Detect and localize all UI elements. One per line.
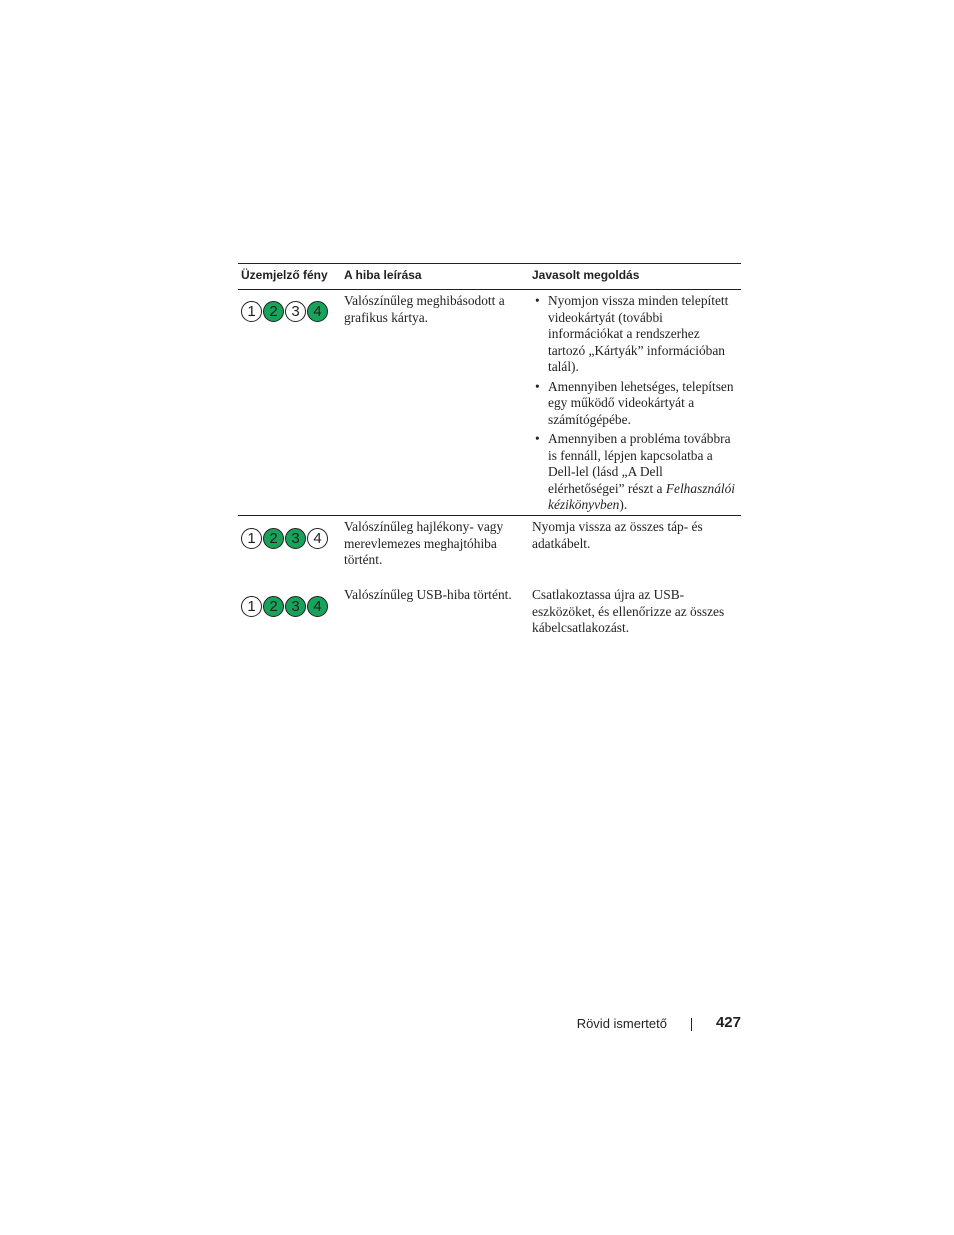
resolution-item: • Amennyiben lehetséges, telepítsen egy működő videokártyát a számítógépébe. xyxy=(532,379,738,429)
resolution-item: • Nyomjon vissza minden telepített videokártyát (további információkat a rendszerhez tartozó „Kártyák” információban talál). xyxy=(532,293,738,376)
resolution-item xyxy=(532,431,738,514)
led-indicator-3: 3 xyxy=(285,528,306,549)
led-pattern xyxy=(241,596,328,617)
led-pattern xyxy=(241,528,328,549)
resolution-text-tail: ). xyxy=(619,497,628,512)
header-suggested-resolution: Javasolt megoldás xyxy=(532,268,640,282)
table-row xyxy=(238,516,741,584)
footer-section-title: Rövid ismertető xyxy=(576,1016,667,1031)
manual-reference: Felhasználói kézikönyvben xyxy=(548,480,736,512)
led-indicator-4: 4 xyxy=(307,528,328,549)
led-indicator-1: 1 xyxy=(241,596,262,617)
led-indicator-2: 2 xyxy=(263,596,284,617)
led-indicator-1: 1 xyxy=(241,528,262,549)
led-pattern xyxy=(241,301,328,322)
header-power-light: Üzemjelző fény xyxy=(241,268,328,282)
resolution-text: Amennyiben a probléma továbbra is fennáll, lépjen kapcsolatba a Dell-lel (lásd „A Dell elérhetőségei” részt a xyxy=(548,431,731,496)
problem-description: Valószínűleg USB-hiba történt. xyxy=(344,587,512,602)
led-indicator-3: 3 xyxy=(285,596,306,617)
led-indicator-3: 3 xyxy=(285,301,306,322)
diagnostic-lights-table xyxy=(238,263,741,644)
led-indicator-2: 2 xyxy=(263,301,284,322)
header-problem-description: A hiba leírása xyxy=(344,268,422,282)
page-footer xyxy=(500,1014,741,1034)
table-header xyxy=(238,264,741,290)
table-row xyxy=(238,584,741,644)
suggested-resolution xyxy=(532,293,738,517)
problem-description: Valószínűleg hajlékony- vagy merevlemezes meghajtóhiba történt. xyxy=(344,519,504,567)
suggested-resolution: Csatlakoztassa újra az USB-eszközöket, és ellenőrizze az összes kábelcsatlakozást. xyxy=(532,587,725,635)
footer-separator xyxy=(691,1018,692,1031)
led-indicator-4: 4 xyxy=(307,301,328,322)
led-indicator-4: 4 xyxy=(307,596,328,617)
suggested-resolution: Nyomja vissza az összes táp- és adatkábelt. xyxy=(532,519,703,551)
table-row xyxy=(238,290,741,516)
led-indicator-2: 2 xyxy=(263,528,284,549)
page-number: 427 xyxy=(715,1014,741,1031)
led-indicator-1: 1 xyxy=(241,301,262,322)
problem-description: Valószínűleg meghibásodott a grafikus kártya. xyxy=(344,293,505,325)
